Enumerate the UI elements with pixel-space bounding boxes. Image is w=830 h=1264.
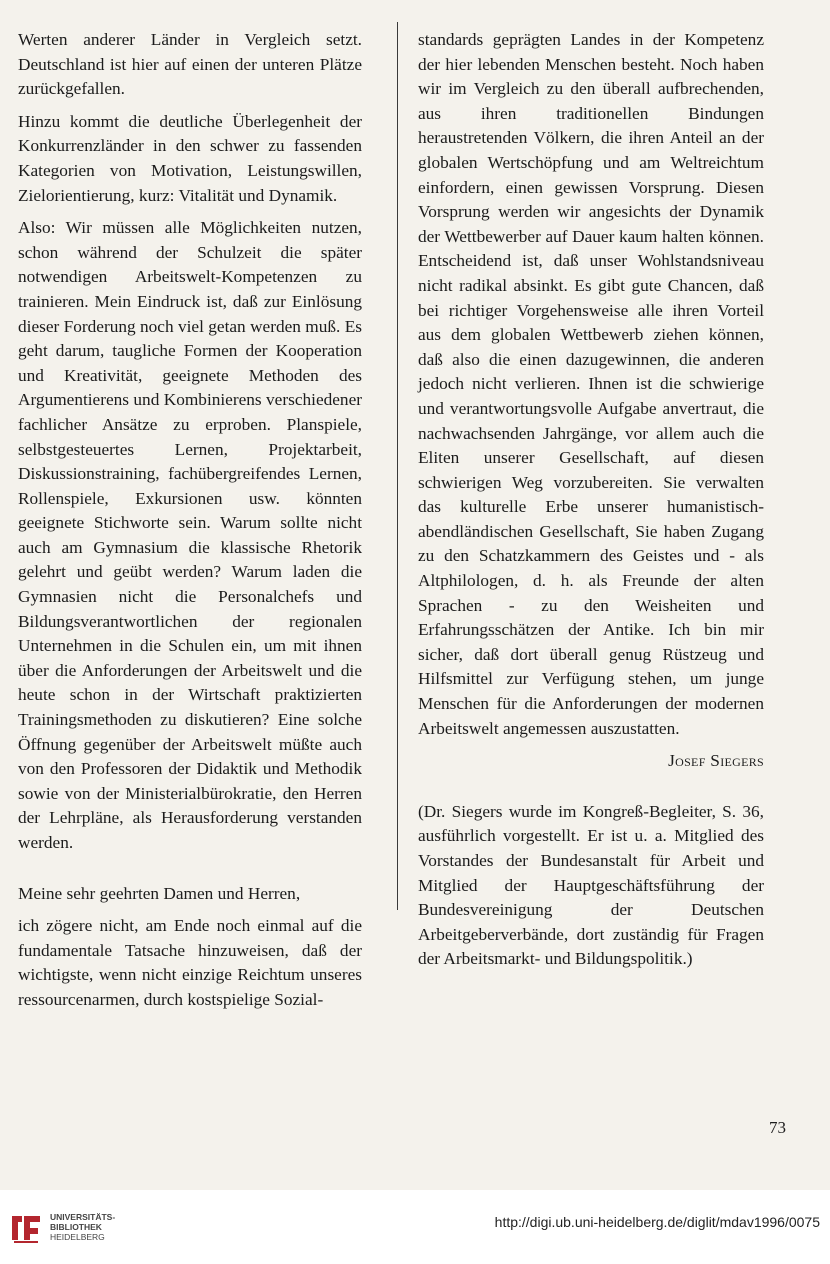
- paragraph: Hinzu kommt die deutliche Überlegenheit der Konkurrenzländer in den schwer zu fassenden Kategorien von Motivation, Leistungswillen, Zielorientierung, kurz: Vitalität und Dynamik.: [18, 111, 362, 205]
- paragraph: Also: Wir müssen alle Möglichkeiten nutzen, schon während der Schulzeit die später notwendigen Arbeitswelt-Kompetenzen zu trainieren. Mein Eindruck ist, daß zur Einlösung dieser Forderung noch viel getan werden muß. Es geht darum, taugliche Formen der Kooperation und Kreativität, geeignete Methoden des Argumentierens und Kombinierens verschiedener fachlicher Ansätze zu erproben. Planspiele, selbstgesteuertes Lernen, Projektarbeit, Diskussionstraining, fachübergreifendes Lernen, Rollenspiele, Exkursionen usw. könnten geeignete Stichworte sein. Warum sollte nicht auch am Gymnasium die klassische Rhetorik gelehrt und geübt werden? Warum laden die Gymnasien nicht die Personalchefs und Bildungsverantwortlichen der regionalen Unternehmen in die Schulen ein, um mit ihnen über die Anforderungen der Arbeitswelt und die heute schon in der Wirtschaft praktizierten Trainingsmethoden zu diskutieren? Eine solche Öffnung gegenüber der Arbeitswelt müßte auch von den Professoren der Didaktik und Methodik sowie von der Ministerialbürokratie, den Herren der Lehrpläne, als Herausforderung verstanden werden.: [18, 218, 362, 852]
- footer: [0, 1190, 830, 1264]
- column-divider: [397, 22, 398, 910]
- author-signature: Josef Siegers: [668, 751, 764, 771]
- permalink-url[interactable]: http://digi.ub.uni-heidelberg.de/diglit/mdav1996/0075: [494, 1214, 820, 1230]
- paragraph: standards geprägten Landes in der Kompetenz der hier lebenden Menschen besteht. Noch haben wir im Vergleich zu den überall aufbrechenden, aus ihren traditionellen Bindungen heraustretenden Völkern, die ihren Anteil an der globalen Wertschöpfung und am Weltreichtum einfordern, einen gewissen Vorsprung. Diesen Vorsprung werden wir angesichts der Dynamik der Wettbewerber auf Dauer kaum halten können. Entscheidend ist, daß unser Wohlstandsniveau nicht radikal absinkt. Es gibt gute Chancen, daß bei richtiger Vorgehensweise alle ihren Vorteil aus dem globalen Wettbewerb ziehen können, daß also die einen dazugewinnen, die anderen jedoch nicht verlieren. Ihnen ist die schwierige und verantwortungsvolle Aufgabe anvertraut, die nachwachsenden Jahrgänge, vor allem auch die Eliten unserer Gesellschaft, auf diesen schwierigen Weg vorzubereiten. Sie verwalten das kulturelle Erbe unserer humanistisch-abendländischen Gesellschaft, Sie haben Zugang zu den Schatzkammern des Geistes und - als Altphilologen, d. h. als Freunde der alten Sprachen - zu den Weisheiten und Erfahrungsschätzen der Antike. Ich bin mir sicher, daß dort überall genug Rüstzeug und Hilfsmittel zur Verfügung stehen, um junge Menschen für die Anforderungen der modernen Arbeitswelt angemessen auszustatten.: [418, 30, 764, 738]
- library-logo-icon: [8, 1210, 44, 1246]
- page-number: 73: [769, 1118, 786, 1137]
- paragraph: ich zögere nicht, am Ende noch einmal auf die fundamentale Tatsache hinzuweisen, daß der wichtigste, wenn nicht einzige Reichtum unseres ressourcenarmen, durch kostspielige Sozial-: [18, 916, 362, 1009]
- right-column: [418, 28, 764, 980]
- left-column: [18, 28, 362, 1021]
- salutation: Meine sehr geehrten Damen und Herren,: [18, 883, 301, 903]
- library-name: UNIVERSITÄTS- BIBLIOTHEK HEIDELBERG: [50, 1212, 116, 1242]
- paragraph: Werten anderer Länder in Vergleich setzt. Deutschland ist hier auf einen der unteren Plätze zurückgefallen.: [18, 30, 362, 99]
- author-note: (Dr. Siegers wurde im Kongreß-Begleiter, S. 36, ausführlich vorgestellt. Er ist u. a. Mitglied des Vorstandes der Bundesanstalt für Arbeit und Mitglied der Hauptgeschäftsführung der Bundesvereinigung der Deutschen Arbeitgeberverbände, dort zuständig für Fragen der Arbeitsmarkt- und Bildungspolitik.): [418, 801, 764, 969]
